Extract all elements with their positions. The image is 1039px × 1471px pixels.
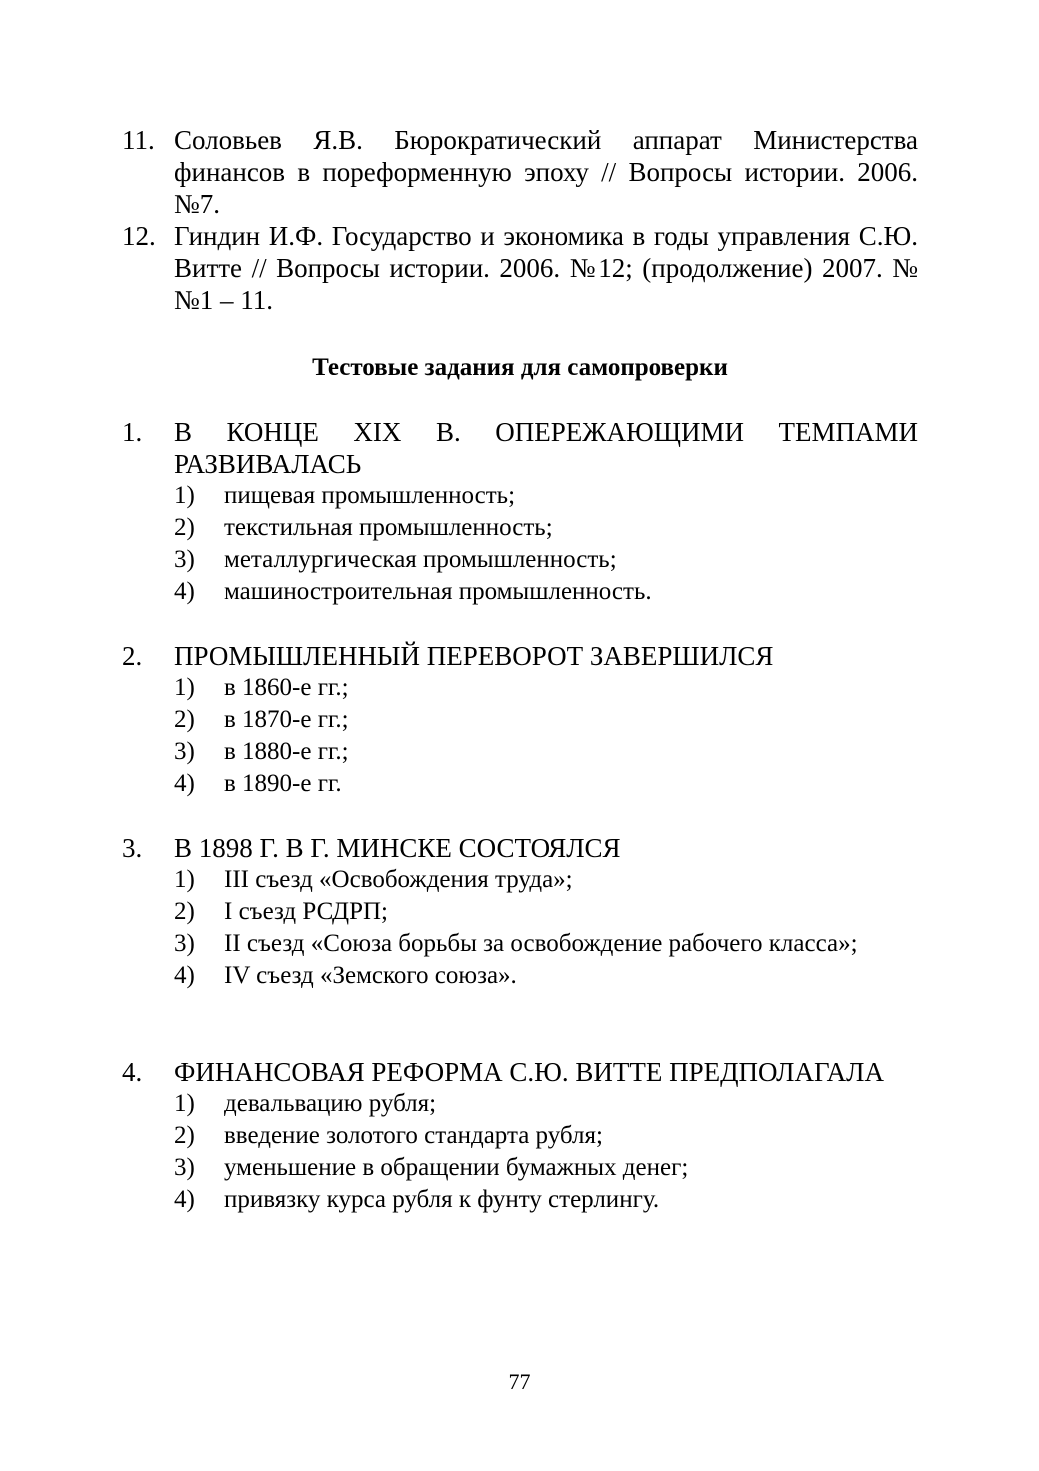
option-number: 1): [174, 866, 195, 893]
option-text: в 1880-е гг.;: [224, 738, 349, 765]
question-header: [122, 1056, 918, 1088]
question-number: 1.: [122, 417, 143, 447]
option-text: в 1890-е гг.: [224, 770, 342, 797]
reference-text: Гиндин И.Ф. Государство и экономика в годы управления С.Ю. Витте // Вопросы истории. 2006. №12; (продолжение) 2007. №№1 – 11.: [174, 221, 918, 315]
answer-option: [174, 672, 918, 704]
answer-option: [174, 1184, 918, 1216]
option-text: текстильная промышленность;: [224, 514, 553, 541]
question-text: В КОНЦЕ XIX В. ОПЕРЕЖАЮЩИМИ ТЕМПАМИ РАЗВИВАЛАСЬ: [174, 417, 918, 479]
answer-options: [122, 672, 918, 800]
reference-text: Соловьев Я.В. Бюрократический аппарат Министерства финансов в пореформенную эпоху // Вопросы истории. 2006. №7.: [174, 125, 918, 219]
question-header: [122, 832, 918, 864]
answer-option: [174, 576, 918, 608]
option-text: девальвацию рубля;: [224, 1090, 437, 1117]
answer-option: [174, 1152, 918, 1184]
reference-list: [122, 124, 918, 316]
answer-option: [174, 704, 918, 736]
question-header: [122, 640, 918, 672]
option-number: 4): [174, 578, 195, 605]
question-text: ФИНАНСОВАЯ РЕФОРМА С.Ю. ВИТТЕ ПРЕДПОЛАГАЛА: [174, 1057, 884, 1087]
option-text: в 1870-е гг.;: [224, 706, 349, 733]
question-text: ПРОМЫШЛЕННЫЙ ПЕРЕВОРОТ ЗАВЕРШИЛСЯ: [174, 641, 774, 671]
question-header: [122, 416, 918, 480]
answer-option: [174, 544, 918, 576]
reference-number: 11.: [122, 125, 155, 155]
option-number: 1): [174, 674, 195, 701]
option-text: в 1860-е гг.;: [224, 674, 349, 701]
option-number: 2): [174, 898, 195, 925]
question-number: 4.: [122, 1057, 143, 1087]
option-number: 2): [174, 514, 195, 541]
option-text: уменьшение в обращении бумажных денег;: [224, 1154, 689, 1181]
option-number: 1): [174, 1090, 195, 1117]
reference-item: [122, 220, 918, 316]
option-number: 4): [174, 1186, 195, 1213]
question-number: 3.: [122, 833, 143, 863]
answer-options: [122, 480, 918, 608]
question-1: [122, 416, 918, 608]
answer-options: [122, 1088, 918, 1216]
option-text: I съезд РСДРП;: [224, 898, 388, 925]
answer-option: [174, 896, 918, 928]
option-text: III съезд «Освобождения труда»;: [224, 866, 573, 893]
answer-option: [174, 512, 918, 544]
reference-item: [122, 124, 918, 220]
answer-option: [174, 736, 918, 768]
option-number: 3): [174, 1154, 195, 1181]
option-number: 3): [174, 738, 195, 765]
option-number: 4): [174, 962, 195, 989]
answer-option: [174, 768, 918, 800]
option-number: 4): [174, 770, 195, 797]
answer-option: [174, 960, 918, 992]
section-heading: Тестовые задания для самопроверки: [312, 354, 728, 381]
option-text: II съезд «Союза борьбы за освобождение рабочего класса»;: [224, 930, 858, 957]
answer-option: [174, 1120, 918, 1152]
option-text: IV съезд «Земского союза».: [224, 962, 517, 989]
question-text: В 1898 Г. В Г. МИНСКЕ СОСТОЯЛСЯ: [174, 833, 621, 863]
question-number: 2.: [122, 641, 143, 671]
option-text: машиностроительная промышленность.: [224, 578, 652, 605]
answer-option: [174, 864, 918, 896]
answer-option: [174, 928, 918, 960]
question-3: [122, 832, 918, 992]
question-4: [122, 1056, 918, 1216]
reference-number: 12.: [122, 221, 156, 251]
option-text: пищевая промышленность;: [224, 482, 516, 509]
option-text: введение золотого стандарта рубля;: [224, 1122, 603, 1149]
option-text: металлургическая промышленность;: [224, 546, 617, 573]
option-text: привязку курса рубля к фунту стерлингу.: [224, 1186, 660, 1213]
answer-option: [174, 1088, 918, 1120]
option-number: 2): [174, 706, 195, 733]
option-number: 3): [174, 930, 195, 957]
option-number: 3): [174, 546, 195, 573]
question-2: [122, 640, 918, 800]
answer-options: [122, 864, 918, 992]
answer-option: [174, 480, 918, 512]
page-number: 77: [508, 1369, 531, 1394]
option-number: 2): [174, 1122, 195, 1149]
option-number: 1): [174, 482, 195, 509]
